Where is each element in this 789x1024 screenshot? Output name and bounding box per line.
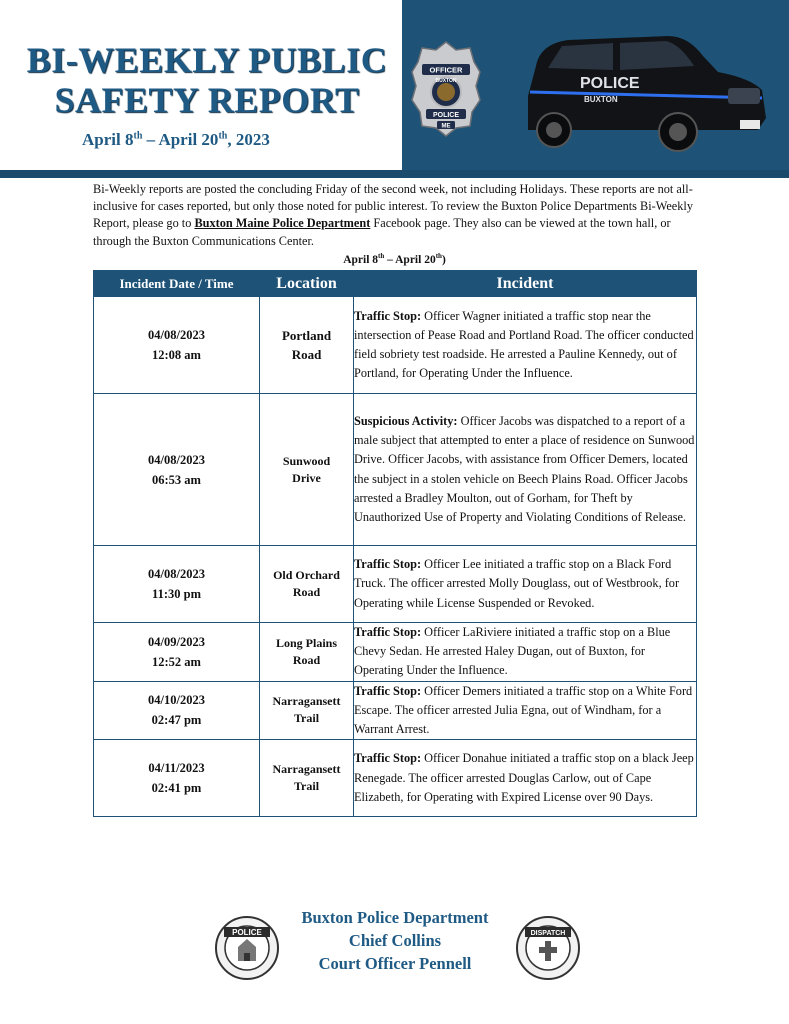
location-cell — [260, 297, 354, 394]
incident-date: 04/10/2023 — [148, 693, 205, 708]
location-line-1: Old Orchard — [273, 568, 340, 582]
date-year: , 2023 — [227, 130, 270, 149]
location-cell — [260, 546, 354, 623]
incident-cell — [354, 681, 697, 740]
table-row — [94, 394, 697, 546]
badge-text-officer: OFFICER — [429, 65, 463, 75]
incident-date: 04/08/2023 — [148, 328, 205, 342]
incident-time: 11:30 pm — [152, 587, 201, 601]
location-cell — [260, 623, 354, 682]
date-time-cell — [94, 394, 260, 546]
incident-cell — [354, 740, 697, 817]
date-end-sup: th — [218, 130, 228, 142]
seal-left-label: POLICE — [232, 928, 262, 937]
incident-description: Officer Donahue initiated a traffic stop on a black Jeep Renegade. The officer arrested Douglas Carlow, out of Cape Elizabeth, for Operating with Expired License over 90 Days. — [354, 751, 694, 804]
incident-date: 04/08/2023 — [148, 567, 205, 581]
subhead-mid: – April 20 — [384, 253, 436, 266]
title-line-2: SAFETY REPORT — [54, 80, 360, 120]
location-line-2: Road — [292, 585, 321, 599]
police-badge-icon — [410, 40, 482, 138]
report-title — [22, 40, 392, 120]
incident-type: Traffic Stop: — [354, 625, 422, 639]
location-line-2: Trail — [293, 779, 320, 794]
footer-department: Buxton Police Department — [301, 908, 489, 927]
intro-text-2: Facebook page. They also can be viewed at the town hall, or through the Buxton Communications Center. — [93, 216, 671, 248]
table-row — [94, 546, 697, 623]
location-line-1: Portland — [281, 328, 332, 343]
incident-time: 02:41 pm — [151, 781, 202, 796]
police-suv-image — [518, 26, 768, 154]
date-time-cell — [94, 740, 260, 817]
intro-paragraph — [93, 181, 697, 250]
table-subheading — [0, 252, 789, 266]
incident-type: Traffic Stop: — [354, 683, 422, 698]
date-end: – April 20 — [142, 130, 219, 149]
seal-right-label: DISPATCH — [530, 930, 566, 937]
police-seal-icon — [214, 915, 280, 981]
header-date-time: Incident Date / Time — [94, 271, 260, 297]
incident-date: 04/08/2023 — [148, 452, 205, 467]
subhead-start-sup: th — [378, 252, 385, 260]
date-start: April 8 — [82, 130, 134, 149]
footer-court-officer: Court Officer Pennell — [318, 954, 472, 973]
table-row — [94, 297, 697, 394]
location-line-2: Drive — [292, 470, 321, 485]
incident-type: Suspicious Activity: — [354, 413, 458, 428]
title-line-1: BI-WEEKLY PUBLIC — [26, 40, 388, 80]
incident-type: Traffic Stop: — [354, 308, 422, 323]
incident-time: 02:47 pm — [151, 713, 202, 728]
subhead-start: April 8 — [343, 253, 379, 266]
incident-type: Traffic Stop: — [354, 557, 422, 572]
incident-cell — [354, 394, 697, 546]
location-line-1: Long Plains — [275, 635, 338, 650]
table-header-row — [94, 271, 697, 297]
incident-time: 12:52 am — [152, 654, 201, 669]
incident-description: Officer LaRiviere initiated a traffic stop on a Blue Chevy Sedan. He arrested Haley Dugan, out of Buxton, for Operating Under the Influence. — [354, 625, 671, 678]
table-row — [94, 740, 697, 817]
badge-text-buxton: BUXTON — [435, 78, 457, 84]
dispatch-seal-icon — [515, 915, 581, 981]
badge-text-state: ME — [441, 123, 451, 130]
location-cell — [260, 681, 354, 740]
car-decal-buxton: BUXTON — [584, 95, 618, 104]
location-line-2: Road — [292, 652, 321, 667]
location-line-1: Narragansett — [272, 762, 341, 777]
location-line-2: Trail — [293, 711, 320, 726]
date-time-cell — [94, 546, 260, 623]
location-line-1: Sunwood — [282, 453, 331, 468]
incident-table — [93, 270, 697, 817]
report-date-range — [82, 130, 270, 150]
location-cell — [260, 740, 354, 817]
table-row — [94, 623, 697, 682]
facebook-page-link[interactable]: Buxton Maine Police Department — [194, 216, 371, 231]
date-time-cell — [94, 623, 260, 682]
incident-date: 04/09/2023 — [148, 634, 205, 649]
header-divider-bar — [0, 170, 789, 178]
incident-cell — [354, 623, 697, 682]
date-time-cell — [94, 681, 260, 740]
incident-time: 06:53 am — [152, 472, 201, 487]
footer-signature-block — [280, 906, 510, 975]
header-incident: Incident — [354, 271, 697, 297]
header-location: Location — [260, 271, 354, 297]
car-decal-police: POLICE — [580, 75, 640, 92]
incident-description: Officer Lee initiated a traffic stop on a Black Ford Truck. The officer arrested Molly Douglass, out of Westbrook, for Operating while License Suspended or Revoked. — [354, 557, 680, 610]
incident-date: 04/11/2023 — [148, 761, 205, 776]
incident-description: Officer Demers initiated a traffic stop on a White Ford Escape. The officer arrested Julia Egna, out of Windham, for a Warrant Arrest. — [354, 683, 693, 737]
incident-time: 12:08 am — [152, 348, 201, 362]
incident-description: Officer Jacobs was dispatched to a report of a male subject that attempted to enter a place of residence on Sunwood Drive. Officer Jacobs, with assistance from Officer Demers, located the subject in a stolen vehicle on Beech Plains Road. Officer Jacobs arrested a Bradley Moulton, out of Gorham, for Theft by Unauthorized Use of Property and Violating Conditions of Release. — [354, 413, 695, 524]
subhead-end-sup: th — [435, 252, 442, 260]
badge-text-police: POLICE — [432, 112, 460, 119]
table-row — [94, 681, 697, 740]
footer-chief: Chief Collins — [348, 931, 442, 950]
date-start-sup: th — [133, 130, 143, 142]
location-line-2: Road — [291, 347, 322, 362]
subhead-close: ) — [441, 253, 446, 266]
location-cell — [260, 394, 354, 546]
location-line-1: Narragansett — [272, 694, 341, 709]
incident-cell — [354, 546, 697, 623]
date-time-cell — [94, 297, 260, 394]
report-header — [0, 0, 789, 178]
incident-type: Traffic Stop: — [354, 751, 422, 766]
incident-cell — [354, 297, 697, 394]
incident-description: Officer Wagner initiated a traffic stop near the intersection of Pease Road and Portland Road. The officer conducted field sobriety test roadside. He arrested a Pauline Kennedy, out of Portland, for Operating Under the Influence. — [354, 308, 694, 381]
intro-text-1: Bi-Weekly reports are posted the concluding Friday of the second week, not including Holidays. These reports are not all-inclusive for cases reported, but only those noted for public interest. To review the Buxton Police Departments Bi-Weekly Report, please go to — [93, 182, 693, 231]
